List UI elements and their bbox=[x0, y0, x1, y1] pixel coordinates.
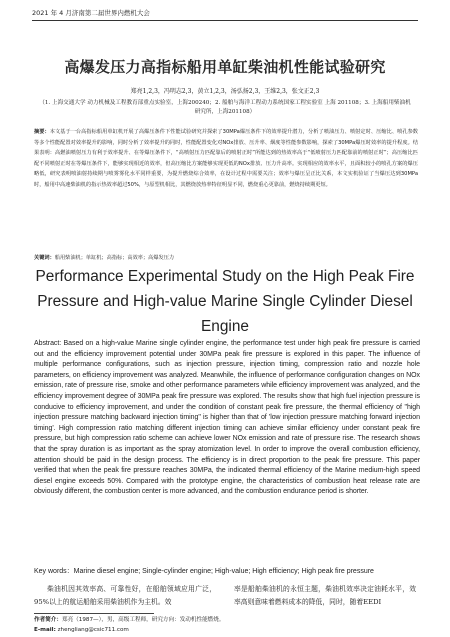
author-list: 郑亮1,2,3，冯明志2,3，黄立1,2,3，汤弘扬2,3，王维2,3，张文正2,3 bbox=[130, 88, 320, 95]
footnote-email-label: E-mail: bbox=[34, 626, 56, 633]
chinese-keywords bbox=[34, 254, 418, 261]
footnote-author-text: 郑亮（1987—），男，高级工程师，研究方向：发动机性能燃烧。 bbox=[61, 617, 225, 623]
header-rule bbox=[32, 20, 418, 21]
footnote-email: zhengliang@csic711.com bbox=[57, 626, 129, 633]
english-keywords: Key words：Marine diesel engine; Single-cylinder engine; High-value; High efficiency; High peak fire pressure bbox=[34, 568, 374, 575]
chinese-abstract bbox=[34, 127, 418, 191]
footnote-email-line bbox=[34, 626, 424, 636]
affiliation: （1. 上海交通大学 动力机械及工程教育部重点实验室，上海200240；2. 船舶与海洋工程动力系统国家工程实验室 上海 201108；3. 上海船用柴油机研究所，上海201108） bbox=[39, 100, 411, 115]
english-title: Performance Experimental Study on the High Peak Fire Pressure and High-value Marine Single Cylinder Diesel Engine bbox=[35, 268, 415, 335]
body-column-right: 率是船舶柴油机的永恒主题，柴油机效率决定油耗水平，效率高则意味着燃料成本的降低，同时，随着EEDI bbox=[234, 585, 416, 606]
chinese-keywords-label: 关键词： bbox=[34, 255, 55, 261]
chinese-abstract-text: 本文基于一台高指标船用单缸机开展了高爆压条件下性能试验研究并探索了30MPa爆压条件下的效率提升潜力，分析了喷油压力、喷射定时、压缩比、喷孔参数等多个性能配置对效率提升的影响，同时分析了效率提升的同时，性能配置变化对NOx排放、压升率、烟度等性能参数影响，探索了30MPa爆压时效率的提升程度。结果表明：高燃油喷射压力有利于效率提升、在等爆压条件下，“高喷射压力匹配靠后的喷射正时”所能达到的热效率高于“低喷射压力匹配靠前的喷射正时”；高压缩比匹配不同喷射正时在等爆压条件下，能够实现相近的效率，但高压缩比方案能够实现更低的NOx排放、压力升高率。实现相应的效率水平，且面积较小的喷孔方案的爆压略低，研究表明喷油射持续期与喷雾雾化水平同样重要，为提升燃烧综合效率，在设计过程中需要关注；效率与爆压呈正比关系，本文实机验证了当爆压达到30MPa时，船用中高速柴油机的指示热效率超过50%，与原型机相比，其燃烧放热率特征明显不同，燃烧重心更靠前，燃烧持续期更短。 bbox=[34, 129, 418, 188]
chinese-title: 高爆发压力高指标船用单缸柴油机性能试验研究 bbox=[64, 58, 386, 76]
chinese-keywords-text: 船用柴油机；单缸机；高指标；高效率；高爆发压力 bbox=[54, 255, 175, 261]
running-header: 2021 年 4 月济南第二届世界内燃机大会 bbox=[32, 9, 150, 17]
footnote-rule bbox=[34, 613, 154, 614]
body-column-left: 柴油机因其效率高、可靠性好，在船舶领域应用广泛，95%以上的航运船舶采用柴油机作为主机。效 bbox=[34, 585, 216, 606]
english-abstract: Abstract: Based on a high-value Marine single cylinder engine, the performance test under high peak fire pressure is carried out and the efficiency improvement potential under 30MPa peak fire pressure is explored in this paper. The influence of multiple performance configurations, such as injection pressure, injection timing, compression ratio and nozzle hole parameters, on efficiency improvement was analyzed. Meanwhile, the influence of performance configuration changes on NOx emission, rate of pressure rise, smoke and other performance parameters while efficiency improvement was analyzed, and the efficiency improvement degree of 30MPa peak fire pressure was explored. The results show that high fuel injection pressure is conducive to efficiency improvement, and under the condition of constant peak fire pressure, the thermal efficiency of "high injection pressure matching backward injection timing" is higher than that of 'low injection pressure matching forward injection timing'. High compression ratio matching different injection timing can achieve similar efficiency under constant peak fire pressure, but high compression ratio scheme can achieve lower NOx emission and rate of pressure rise. The research shows that the spray duration is as important as the spray atomization level. In order to improve the overall combustion efficiency, attention should be paid in the design process. The efficiency is in direct proportion to the peak fire pressure. This paper verified that when the peak fire pressure reaches 30MPa, the indicated thermal efficiency of the Marine medium-high speed diesel engine exceeds 50%. Compared with the prototype engine, the characteristics of combustion heat release rate are obviously different, the combustion center is more advanced, and the combustion endurance period is shorter. bbox=[34, 340, 420, 496]
author-footnote bbox=[34, 616, 424, 635]
footnote-author-label: 作者简介： bbox=[34, 617, 62, 623]
chinese-abstract-label: 摘要： bbox=[34, 129, 50, 135]
footnote-author-line bbox=[34, 616, 424, 626]
